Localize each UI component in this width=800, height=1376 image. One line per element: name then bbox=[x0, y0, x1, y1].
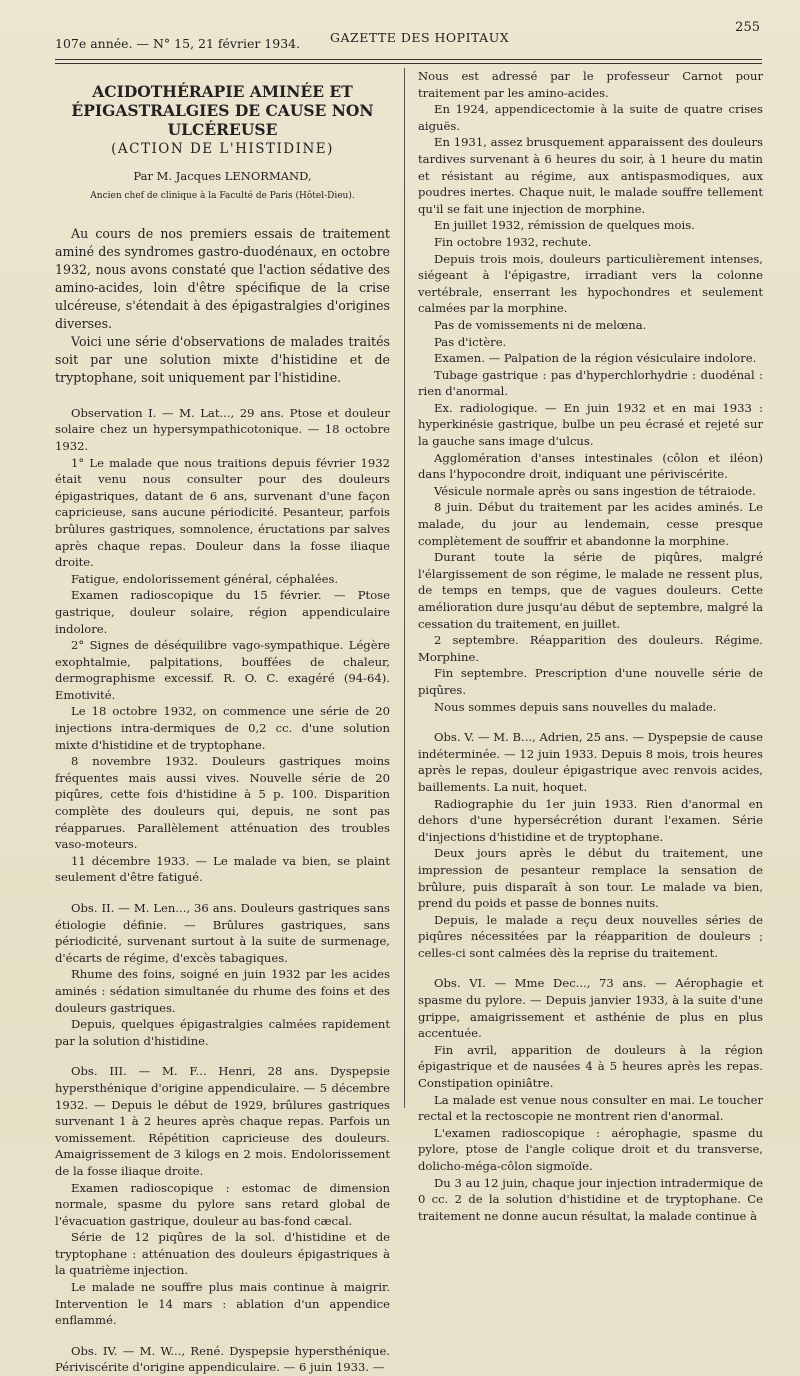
obs-paragraph: 8 juin. Début du traitement par les acides aminés. Le malade, du jour au lendemain, cesse presque complètement de souffrir et abandonne la morphine. bbox=[418, 500, 763, 548]
obs-paragraph: Fin octobre 1932, rechute. bbox=[434, 234, 592, 249]
author-byline: Par M. Jacques LENORMAND, bbox=[133, 168, 312, 183]
obs-paragraph: Fin septembre. Prescription d'une nouvelle série de piqûres. bbox=[418, 666, 763, 697]
intro-paragraph: Voici une série d'observations de malades traités soit par une solution mixte d'histidine et de tryptophane, soit uniquement par l'histidine. bbox=[55, 333, 390, 385]
obs-paragraph: Examen radioscopique : estomac de dimension normale, spasme du pylore sans retard global de l'évacuation gastrique, douleur au bas-fond cæcal. bbox=[55, 1180, 390, 1228]
obs-paragraph: Deux jours après le début du traitement, une impression de pesanteur remplace la sensation de brûlure, puis disparaît à son tour. Le malade va bien, prend du poids et passe de bonnes nuits. bbox=[418, 846, 763, 911]
issue-line: 107e année. — N° 15, 21 février 1934. bbox=[55, 36, 301, 51]
obs-paragraph: Vésicule normale après ou sans ingestion de tétraiode. bbox=[434, 483, 756, 498]
obs-paragraph: 11 décembre 1933. — Le malade va bien, se plaint seulement d'être fatigué. bbox=[55, 853, 390, 885]
observation-4 bbox=[55, 1343, 390, 1376]
header-rule bbox=[55, 59, 762, 60]
right-column bbox=[418, 68, 763, 1224]
observation-3 bbox=[55, 1063, 390, 1329]
obs-paragraph: Durant toute la série de piqûres, malgré l'élargissement de son régime, le malade ne ressent plus, de temps en temps, que de vagues douleurs. Cette amélioration dure jusqu'au début de septembre, malgré la cessation du traitement, en juillet. bbox=[418, 550, 763, 631]
page-number: 255 bbox=[735, 20, 760, 35]
obs-paragraph: L'examen radioscopique : aérophagie, spasme du pylore, ptose de l'angle colique droit et du transverse, dolicho-méga-côlon sigmoïde. bbox=[418, 1125, 763, 1173]
obs-paragraph: Observation I. — M. Lat..., 29 ans. Ptose et douleur solaire chez un hypersympathicotonique. — 18 octobre 1932. bbox=[55, 405, 390, 453]
obs-paragraph: Du 3 au 12 juin, chaque jour injection intradermique de 0 cc. 2 de la solution d'histidine et de tryptophane. Ce traitement ne donne aucun résultat, la malade continue à bbox=[418, 1175, 763, 1223]
observation-4-continued bbox=[418, 68, 763, 715]
obs-paragraph: Le malade ne souffre plus mais continue à maigrir. Intervention le 14 mars : ablation d'un appendice enflammé. bbox=[55, 1280, 390, 1328]
obs-paragraph: Fin avril, apparition de douleurs à la région épigastrique et de nausées 4 à 5 heures après les repas. Constipation opiniâtre. bbox=[418, 1042, 763, 1091]
obs-paragraph: Examen radioscopique du 15 février. — Ptose gastrique, douleur solaire, région appendiculaire indolore. bbox=[55, 588, 390, 636]
obs-paragraph: Le 18 octobre 1932, on commence une série de 20 injections intra-dermiques de 0,2 cc. d'une solution mixte d'histidine et de tryptophane. bbox=[55, 704, 390, 752]
obs-paragraph: En juillet 1932, rémission de quelques mois. bbox=[434, 218, 695, 233]
left-column bbox=[55, 68, 390, 1376]
journal-title: GAZETTE DES HOPITAUX bbox=[330, 30, 510, 45]
obs-paragraph: Obs. II. — M. Len..., 36 ans. Douleurs gastriques sans étiologie définie. — Brûlures gastriques, sans périodicité, survenant surtout à la suite de surmenage, d'écarts de régime, d'excès tabagiques. bbox=[55, 901, 390, 965]
obs-paragraph: 2° Signes de déséquilibre vago-sympathique. Légère exophtalmie, palpitations, bouffées de chaleur, dermographisme excessif. R. O. C. exagéré (94-64). Emotivité. bbox=[55, 638, 390, 702]
obs-paragraph: Nous est adressé par le professeur Carnot pour traitement par les amino-acides. bbox=[418, 69, 763, 100]
obs-paragraph: Rhume des foins, soigné en juin 1932 par les acides aminés : sédation simultanée du rhume des foins et des douleurs gastriques. bbox=[55, 967, 390, 1015]
obs-paragraph: 8 novembre 1932. Douleurs gastriques moins fréquentes mais aussi vives. Nouvelle série de 20 piqûres, cette fois d'histidine à 5 p. 100. Disparition complète des douleurs qui, depuis, ne sont pas réapparues. Parallèlement atténuation des troubles vaso-moteurs. bbox=[55, 754, 390, 852]
obs-paragraph: La malade est venue nous consulter en mai. Le toucher rectal et la rectoscopie ne montrent rien d'anormal. bbox=[418, 1092, 763, 1124]
obs-paragraph: Série de 12 piqûres de la sol. d'histidine et de tryptophane : atténuation des douleurs épigastriques à la quatrième injection. bbox=[55, 1230, 390, 1278]
obs-paragraph: Obs. III. — M. F... Henri, 28 ans. Dyspepsie hypersthénique d'origine appendiculaire. — 5 décembre 1932. — Depuis le début de 1929, brûlures gastriques survenant 1 à 2 heures après chaque repas. Parfois un vomissement. Répétition capricieuse des douleurs. Amaigrissement de 3 kilogs en 2 mois. Endolorissement de la fosse iliaque droite. bbox=[55, 1064, 390, 1178]
obs-paragraph: Nous sommes depuis sans nouvelles du malade. bbox=[434, 699, 717, 714]
observation-2 bbox=[55, 900, 390, 1049]
obs-paragraph: Tubage gastrique : pas d'hyperchlorhydrie : duodénal : rien d'anormal. bbox=[418, 367, 763, 399]
obs-paragraph: En 1931, assez brusquement apparaissent des douleurs tardives survenant à 6 heures du soir, à 1 heure du matin et résistant au régime, aux antispasmodiques, aux poudres inertes. Chaque nuit, le malade souffre tellement qu'il se fait une injection de morphine. bbox=[418, 135, 763, 216]
obs-paragraph: Depuis, quelques épigastralgies calmées rapidement par la solution d'histidine. bbox=[55, 1017, 390, 1048]
obs-paragraph: Pas de vomissements ni de melœna. bbox=[434, 317, 647, 332]
obs-paragraph: 1° Le malade que nous traitions depuis février 1932 était venu nous consulter pour des douleurs épigastriques, datant de 6 ans, survenant d'une façon capricieuse, sans aucune périodicité. Pesanteur, parfois brûlures gastriques, somnolence, éructations par salves après chaque repas. Douleur dans la fosse iliaque droite. bbox=[55, 455, 390, 570]
obs-paragraph: Fatigue, endolorissement général, céphalées. bbox=[71, 571, 339, 586]
obs-paragraph: Depuis, le malade a reçu deux nouvelles séries de piqûres nécessitées par la réapparition de douleurs ; celles-ci sont calmées dès la reprise du traitement. bbox=[418, 912, 763, 960]
intro-paragraph: Au cours de nos premiers essais de traitement aminé des syndromes gastro-duodénaux, en octobre 1932, nous avons constaté que l'action sédative des amino-acides, loin d'être spécifique de la crise ulcéreuse, s'étendait à des épigastralgies d'origines diverses. bbox=[55, 225, 390, 331]
author-affiliation: Ancien chef de clinique à la Faculté de Paris (Hôtel-Dieu). bbox=[90, 191, 355, 202]
obs-paragraph: Pas d'ictère. bbox=[434, 334, 507, 349]
obs-paragraph: Obs. VI. — Mme Dec..., 73 ans. — Aérophagie et spasme du pylore. — Depuis janvier 1933, à la suite d'une grippe, amaigrissement et asthénie de plus en plus accentuée. bbox=[418, 976, 763, 1041]
observation-1 bbox=[55, 405, 390, 886]
page-header bbox=[55, 20, 760, 60]
article-intro bbox=[55, 225, 390, 387]
article-subtitle: (ACTION DE L'HISTIDINE) bbox=[111, 141, 334, 157]
observation-5 bbox=[418, 729, 763, 961]
obs-paragraph: 2 septembre. Réapparition des douleurs. Régime. Morphine. bbox=[418, 633, 763, 664]
column-divider bbox=[404, 68, 405, 1108]
obs-paragraph: Obs. V. — M. B..., Adrien, 25 ans. — Dyspepsie de cause indéterminée. — 12 juin 1933. Depuis 8 mois, trois heures après le repas, douleur épigastrique avec renvois acides, baillements. La nuit, hoquet. bbox=[418, 730, 763, 794]
obs-paragraph: En 1924, appendicectomie à la suite de quatre crises aiguës. bbox=[418, 102, 763, 133]
obs-paragraph: Examen. — Palpation de la région vésiculaire indolore. bbox=[434, 351, 757, 366]
obs-paragraph: Obs. IV. — M. W..., René. Dyspepsie hypersthénique. Périviscérite d'origine appendiculaire. — 6 juin 1933. — bbox=[55, 1343, 390, 1375]
obs-paragraph: Depuis trois mois, douleurs particulièrement intenses, siégeant à l'épigastre, irradiant vers la colonne vertébrale, enserrant les hypochondres et seulement calmées par la morphine. bbox=[418, 251, 763, 316]
obs-paragraph: Agglomération d'anses intestinales (côlon et iléon) dans l'hypocondre droit, indiquant une périviscérite. bbox=[418, 450, 763, 482]
observation-6 bbox=[418, 975, 763, 1224]
obs-paragraph: Ex. radiologique. — En juin 1932 et en mai 1933 : hyperkinésie gastrique, bulbe un peu écrasé et rejeté sur la gauche sans image d'ulcus. bbox=[418, 400, 763, 449]
header-rule-double bbox=[55, 63, 762, 64]
obs-paragraph: Radiographie du 1er juin 1933. Rien d'anormal en dehors d'une hypersécrétion durant l'examen. Série d'injections d'histidine et de tryptophane. bbox=[418, 796, 763, 844]
article-title: ACIDOTHÉRAPIE AMINÉE ET ÉPIGASTRALGIES DE CAUSE NON ULCÉREUSE bbox=[71, 82, 374, 139]
